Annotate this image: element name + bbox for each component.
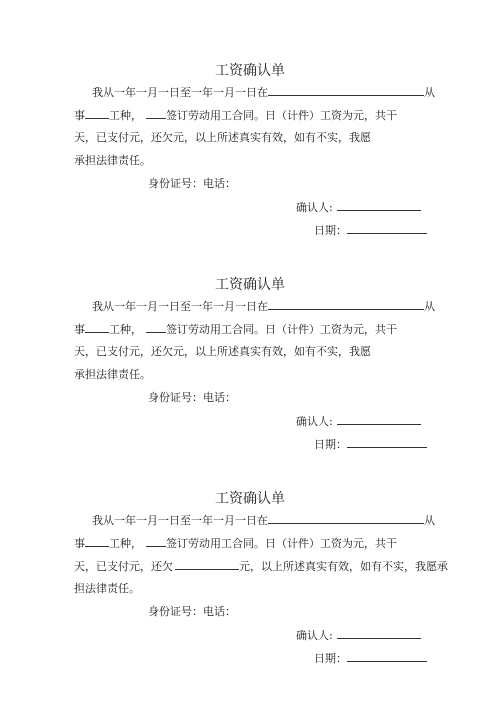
liability-line: 担法律责任。	[74, 582, 140, 595]
form-title: 工资确认单	[215, 63, 285, 79]
confirmer-line	[296, 200, 421, 214]
confirmer-blank[interactable]	[337, 200, 421, 211]
id-phone-line: 身份证号：电话：	[148, 605, 236, 618]
id-phone-line: 身份证号：电话：	[148, 391, 236, 404]
payment-line: 天，已支付元，还欠元，以上所述真实有效，如有不实，我愿	[74, 345, 371, 358]
job-type-line	[74, 108, 397, 122]
liability-line: 承担法律责任。	[74, 368, 151, 381]
employer-blank[interactable]	[268, 513, 424, 524]
line-end-text: 从	[424, 300, 435, 313]
job-type-blank[interactable]	[85, 536, 109, 547]
date-blank[interactable]	[347, 651, 427, 662]
confirmer-blank[interactable]	[337, 414, 421, 425]
id-phone-line: 身份证号：电话：	[148, 177, 236, 190]
contract-text: 签订劳动用工合同。日（计件）工资为元，共干	[166, 109, 397, 122]
employer-blank[interactable]	[268, 299, 424, 310]
job-type-text: 工种，	[109, 537, 142, 550]
wage-confirmation-form-1	[0, 62, 500, 237]
payment-line: 天，已支付元，还欠元，以上所述真实有效，如有不实，我愿	[74, 131, 371, 144]
job-type-text: 工种，	[109, 323, 142, 336]
date-line	[314, 437, 427, 451]
wage-confirmation-form-3	[0, 490, 500, 665]
job-type-blank[interactable]	[85, 322, 109, 333]
form-title: 工资确认单	[215, 491, 285, 507]
payment-line	[74, 559, 448, 573]
job-prefix-text: 事	[74, 537, 85, 550]
date-line	[314, 223, 427, 237]
contract-text: 签订劳动用工合同。日（计件）工资为元，共干	[166, 323, 397, 336]
confirmer-label: 确认人:	[296, 629, 333, 642]
contract-text: 签订劳动用工合同。日（计件）工资为元，共干	[166, 537, 397, 550]
job-type-line	[74, 536, 397, 550]
employment-period-line	[92, 299, 435, 313]
job-prefix-text: 事	[74, 323, 85, 336]
confirmer-label: 确认人:	[296, 415, 333, 428]
date-blank[interactable]	[347, 223, 427, 234]
line-end-text: 从	[424, 514, 435, 527]
confirmer-line	[296, 628, 421, 642]
confirmer-blank[interactable]	[337, 628, 421, 639]
date-blank[interactable]	[347, 437, 427, 448]
contract-blank[interactable]	[146, 322, 166, 333]
job-type-blank[interactable]	[85, 108, 109, 119]
date-label: 日期：	[314, 652, 347, 665]
date-label: 日期：	[314, 438, 347, 451]
employment-period-text: 我从一年一月一日至一年一月一日在	[92, 514, 268, 527]
employer-blank[interactable]	[268, 85, 424, 96]
date-label: 日期：	[314, 224, 347, 237]
amount-owed-blank[interactable]	[175, 559, 239, 570]
job-prefix-text: 事	[74, 109, 85, 122]
employment-period-line	[92, 85, 435, 99]
job-type-line	[74, 322, 397, 336]
confirmer-label: 确认人:	[296, 201, 333, 214]
contract-blank[interactable]	[146, 536, 166, 547]
employment-period-text: 我从一年一月一日至一年一月一日在	[92, 300, 268, 313]
liability-line: 承担法律责任。	[74, 154, 151, 167]
line-end-text: 从	[424, 86, 435, 99]
form-title: 工资确认单	[215, 277, 285, 293]
employment-period-line	[92, 513, 435, 527]
payment-text: 天，已支付元，还欠	[74, 560, 173, 573]
job-type-text: 工种，	[109, 109, 142, 122]
contract-blank[interactable]	[146, 108, 166, 119]
wage-confirmation-form-2	[0, 276, 500, 451]
date-line	[314, 651, 427, 665]
payment-tail-text: 元，以上所述真实有效，如有不实，我愿承	[239, 560, 448, 573]
employment-period-text: 我从一年一月一日至一年一月一日在	[92, 86, 268, 99]
confirmer-line	[296, 414, 421, 428]
